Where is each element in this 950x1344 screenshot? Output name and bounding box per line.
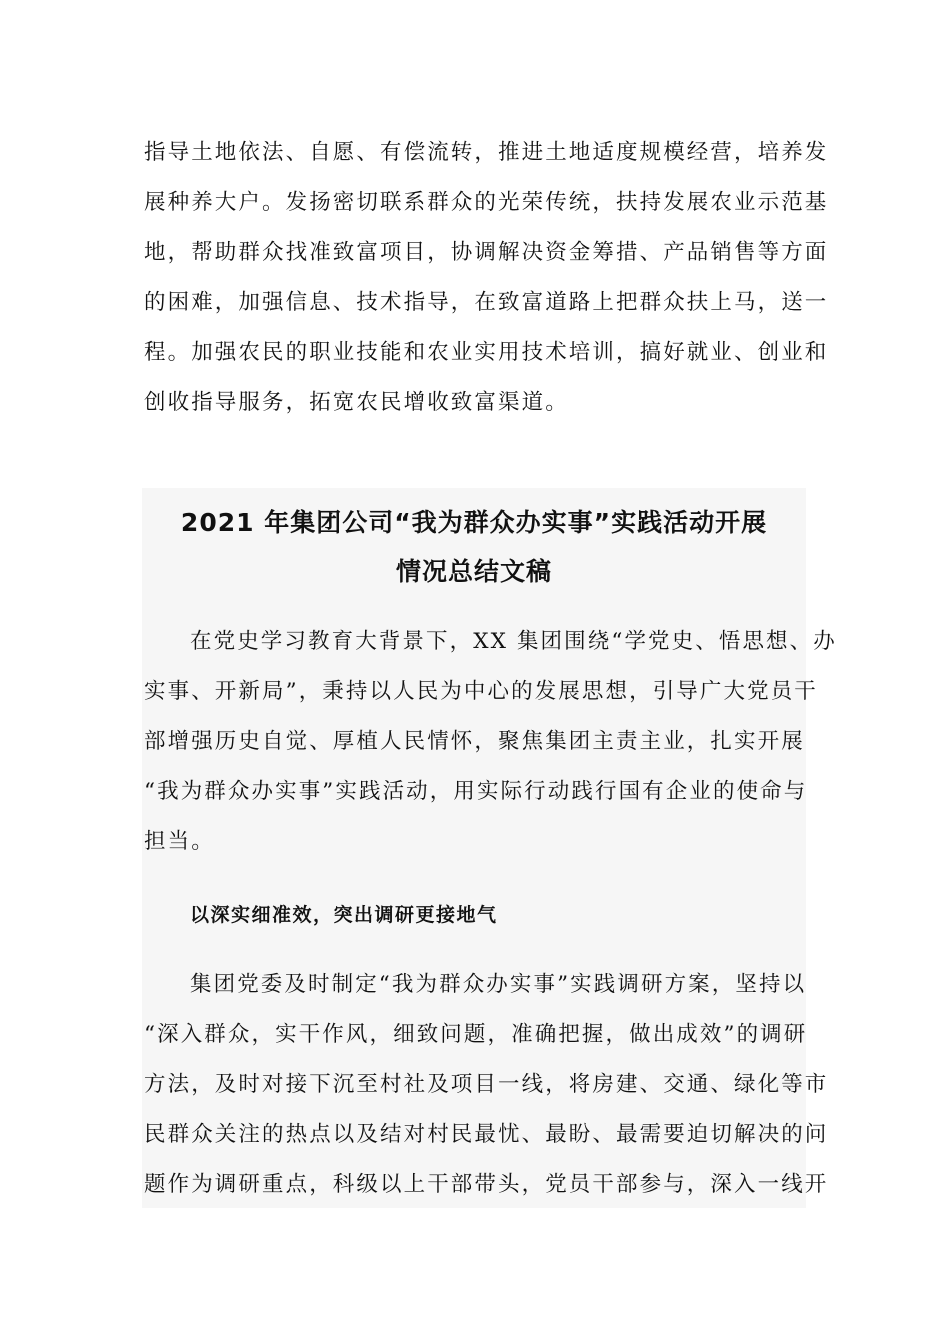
paragraph-line: 部增强历史自觉、厚植人民情怀，聚焦集团主责主业，扎实开展 [144,729,805,754]
section-heading: 以深实细准效，突出调研更接地气 [190,904,498,926]
intro-line: 展种养大户。发扬密切联系群众的光荣传统，扶持发展农业示范基 [144,190,829,215]
paragraph-line: “深入群众，实干作风，细致问题，准确把握，做出成效”的调研 [144,1022,808,1047]
paragraph-line: 方法，及时对接下沉至村社及项目一线，将房建、交通、绿化等市 [144,1072,829,1097]
document-title-line-1: 2021 年集团公司“我为群众办实事”实践活动开展 [180,508,768,537]
intro-line: 创收指导服务，拓宽农民增收致富渠道。 [144,390,569,415]
paragraph-line: 集团党委及时制定“我为群众办实事”实践调研方案，坚持以 [190,972,807,997]
intro-line: 的困难，加强信息、技术指导，在致富道路上把群众扶上马，送一 [144,290,829,315]
paragraph-line: 实事、开新局”，秉持以人民为中心的发展思想，引导广大党员干 [144,679,818,704]
paragraph-line: 在党史学习教育大背景下，XX 集团围绕“学党史、悟思想、办 [190,629,837,654]
intro-line: 指导土地依法、自愿、有偿流转，推进土地适度规模经营，培养发 [144,140,829,165]
paragraph-line: 民群众关注的热点以及结对村民最忧、最盼、最需要迫切解决的问 [144,1122,829,1147]
paragraph-line: “我为群众办实事”实践活动，用实际行动践行国有企业的使命与 [144,779,808,804]
intro-line: 程。加强农民的职业技能和农业实用技术培训，搞好就业、创业和 [144,340,829,365]
document-title-line-2: 情况总结文稿 [395,557,552,586]
paragraph-line: 担当。 [144,829,215,854]
intro-line: 地，帮助群众找准致富项目，协调解决资金筹措、产品销售等方面 [144,240,829,265]
paragraph-line: 题作为调研重点，科级以上干部带头，党员干部参与，深入一线开 [144,1172,829,1197]
